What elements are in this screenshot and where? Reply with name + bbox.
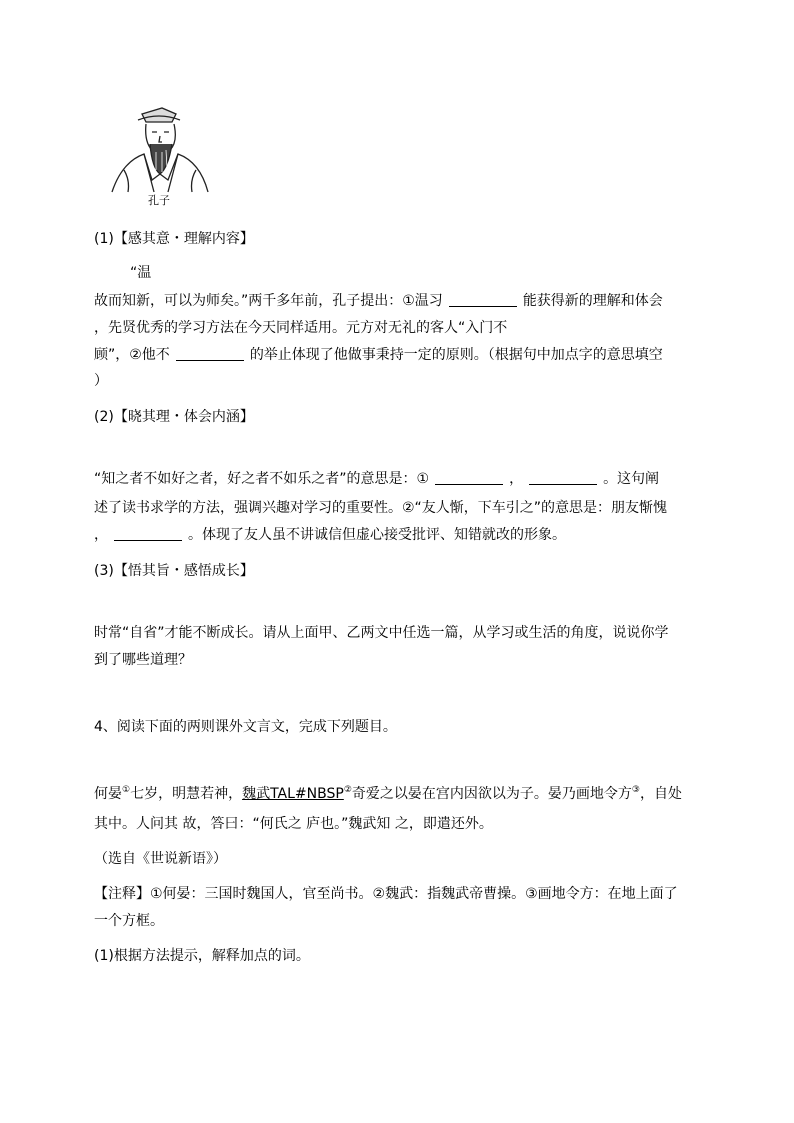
q2-line1 <box>94 469 659 489</box>
q2-line3-text-a: ， <box>94 527 108 543</box>
q2-line3 <box>94 525 566 545</box>
q4-source: （选自《世说新语》） <box>94 851 227 867</box>
q1-line1-text-b: 能获得新的理解和体会 <box>522 293 663 309</box>
answer-blank-3[interactable] <box>435 470 503 485</box>
q4-notes-line2: 一个方框。 <box>94 913 164 929</box>
passage-text-c: 奇爱之以晏在宫内因欲以为子。晏乃画地令方 <box>351 786 632 802</box>
q1-line3-text-a: 顾”，②他不 <box>94 347 170 363</box>
answer-blank-4[interactable] <box>529 470 597 485</box>
passage-text-d: ，自处 <box>639 786 682 802</box>
confucius-portrait <box>104 100 214 210</box>
q1-heading: (1)【感其意・理解内容】 <box>94 231 254 247</box>
q4-passage-line2: 其中。人问其 故，答曰：“何氏之 庐也。”魏武知 之，即遣还外。 <box>94 816 493 832</box>
q1-line1-text-a: 故而知新，可以为师矣。”两千多年前，孔子提出：①温习 <box>94 293 443 309</box>
passage-text-b: 七岁，明慧若神， <box>130 786 243 802</box>
answer-blank-5[interactable] <box>114 526 182 541</box>
q1-quote-start: “温 <box>130 265 152 281</box>
q4-sub1: (1)根据方法提示，解释加点的词。 <box>94 948 310 964</box>
q3-heading: (3)【悟其旨・感悟成长】 <box>94 563 254 579</box>
answer-blank-1[interactable] <box>449 292 517 307</box>
q1-line1 <box>94 291 663 311</box>
q4-title: 4、阅读下面的两则课外文言文，完成下列题目。 <box>94 719 397 735</box>
q3-line1: 时常“自省”才能不断成长。请从上面甲、乙两文中任选一篇，从学习或生活的角度，说说你学 <box>94 625 669 641</box>
note-marker-2: ② <box>343 785 352 795</box>
portrait-caption: 孔子 <box>148 194 170 207</box>
answer-blank-2[interactable] <box>176 346 244 361</box>
q2-line1-text-c: 。这句阐 <box>603 471 660 487</box>
q1-line2: ，先贤优秀的学习方法在今天同样适用。元方对无礼的客人“入门不 <box>94 320 508 336</box>
q2-line1-text-b: ， <box>509 471 524 487</box>
q3-line2: 到了哪些道理？ <box>94 652 192 668</box>
q4-notes-line1: 【注释】①何晏：三国时魏国人，官至尚书。②魏武：指魏武帝曹操。③画地令方：在地上面了 <box>94 886 678 902</box>
q2-line3-text-b: 。体现了友人虽不讲诚信但虚心接受批评、知错就改的形象。 <box>188 527 566 543</box>
q1-line3-text-b: 的举止体现了他做事秉持一定的原则。（根据句中加点字的意思填空 <box>249 347 663 363</box>
q2-line2: 述了读书求学的方法，强调兴趣对学习的重要性。②“友人惭，下车引之”的意思是：朋友惭愧 <box>94 500 668 516</box>
passage-link[interactable]: 魏武TAL#NBSP <box>242 786 344 802</box>
passage-text-a: 何晏 <box>94 786 122 802</box>
note-marker-3: ③ <box>631 785 640 795</box>
q2-line1-text-a: “知之者不如好之者，好之者不如乐之者”的意思是：① <box>94 471 430 487</box>
q1-line3 <box>94 345 663 365</box>
q2-heading: (2)【晓其理・体会内涵】 <box>94 409 254 425</box>
q4-passage-line1 <box>94 784 682 804</box>
q1-line4: ） <box>94 373 108 389</box>
note-marker-1: ① <box>122 785 131 795</box>
